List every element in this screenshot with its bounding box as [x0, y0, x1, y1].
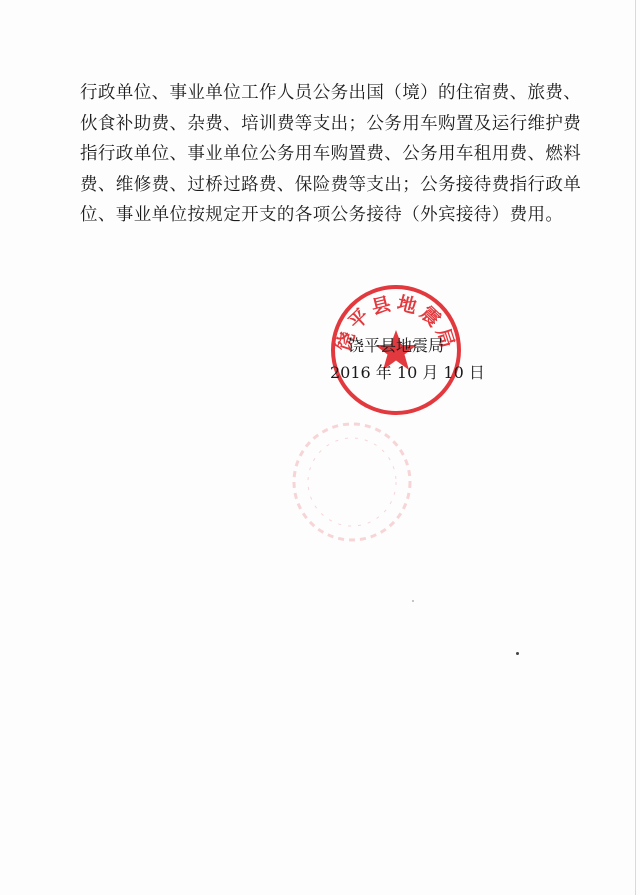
body-line-1: 行政单位、事业单位工作人员公务出国（境）的住宿费、旅费、 — [80, 83, 582, 103]
body-line-5: 位、事业单位按规定开支的各项公务接待（外宾接待）费用。 — [80, 205, 564, 225]
page-edge — [635, 0, 636, 895]
body-line-4: 费、维修费、过桥过路费、保险费等支出；公务接待费指行政单 — [80, 174, 582, 195]
body-line-3: 指行政单位、事业单位公务用车购置费、公务用车租用费、燃料 — [80, 144, 582, 164]
body-paragraph — [80, 78, 580, 231]
scan-speck — [412, 600, 414, 602]
body-line-2: 伙食补助费、杂费、培训费等支出；公务用车购置及运行维护费 — [80, 113, 582, 134]
issue-date: 2016 年 10 月 10 日 — [330, 363, 485, 382]
bleed-through-seal — [288, 418, 416, 546]
signature-block — [330, 332, 500, 386]
issuing-organization: 饶平县地震局 — [348, 336, 445, 355]
svg-text:饶平县地震局: 饶平县地震局 — [332, 292, 460, 355]
scan-speck — [516, 652, 519, 655]
